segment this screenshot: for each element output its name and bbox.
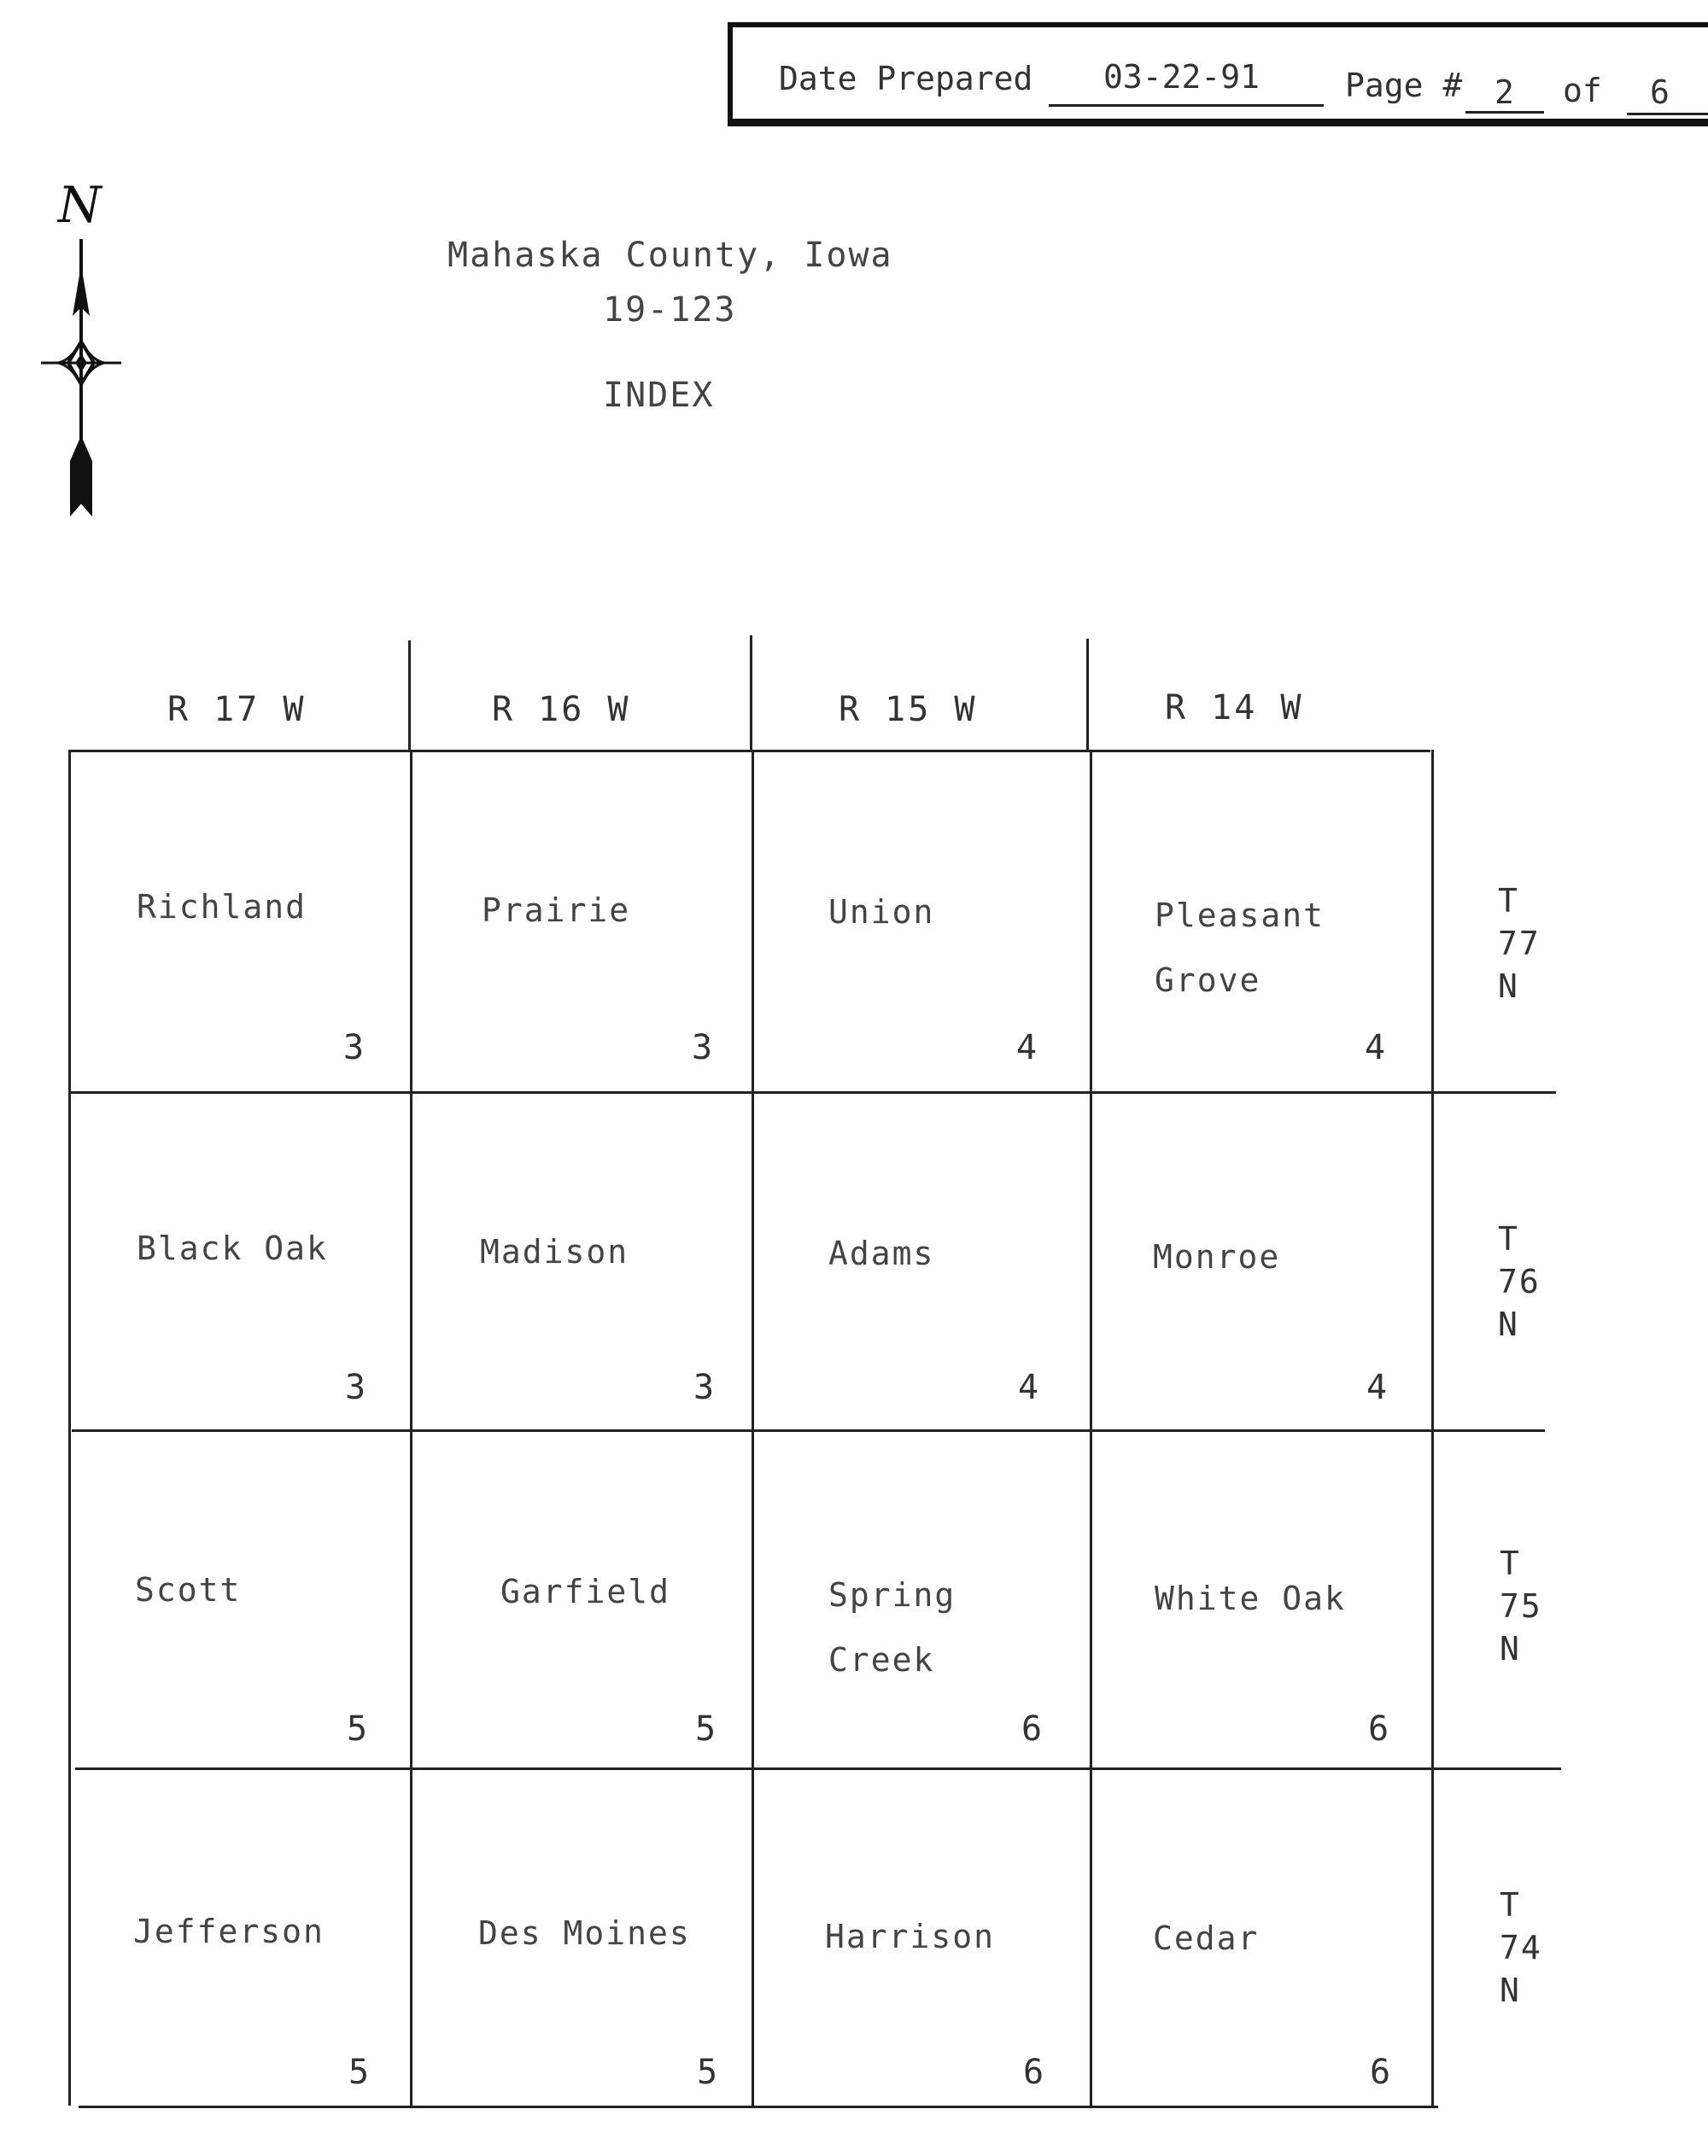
grid-line: [752, 750, 754, 2106]
township-name-richland: Richland: [137, 888, 307, 926]
township-page: 3: [343, 1028, 365, 1067]
township-name-white-oak: White Oak: [1155, 1580, 1346, 1617]
township-name-line2: Creek: [828, 1641, 935, 1679]
township-page: 5: [697, 2053, 718, 2092]
grid-line: [1090, 750, 1092, 2106]
township-page: 4: [1018, 1368, 1039, 1407]
date-underline: [1049, 104, 1324, 107]
township-label-t76n: T 76 N: [1498, 1220, 1541, 1343]
date-prepared-label: Date Prepared: [779, 60, 1033, 97]
range-label-r16w: R 16 W: [492, 690, 631, 729]
county-code: 19-123: [603, 290, 737, 330]
range-divider: [750, 635, 752, 750]
township-name-madison: Madison: [480, 1233, 629, 1271]
township-name-prairie: Prairie: [482, 891, 631, 929]
township-page: 3: [693, 1368, 715, 1407]
township-name-jefferson: Jefferson: [133, 1913, 325, 1950]
township-name-harrison: Harrison: [825, 1918, 996, 1955]
township-name-adams: Adams: [828, 1235, 935, 1272]
township-name-pleasant-grove: [1155, 883, 1325, 1013]
range-label-r15w: R 15 W: [839, 690, 978, 729]
township-name-des-moines: Des Moines: [478, 1914, 691, 1952]
township-label-t75n: T 75 N: [1500, 1545, 1542, 1668]
township-page: 6: [1023, 2053, 1044, 2092]
grid-line: [1431, 750, 1434, 2106]
township-name-line1: Pleasant: [1155, 897, 1325, 934]
township-name-garfield: Garfield: [500, 1573, 671, 1610]
page-label: Page #: [1345, 67, 1463, 104]
total-underline: [1627, 113, 1708, 115]
grid-line: [70, 1091, 1556, 1094]
range-divider: [1086, 639, 1089, 750]
township-name-cedar: Cedar: [1153, 1919, 1260, 1957]
north-label: N: [58, 179, 102, 234]
compass: [32, 179, 126, 524]
township-page: 6: [1368, 1709, 1389, 1749]
township-page: 6: [1370, 2053, 1391, 2092]
township-name-spring-creek: [828, 1563, 956, 1692]
page-number: 2: [1494, 73, 1514, 111]
date-prepared-value: 03-22-91: [1103, 58, 1261, 96]
township-page: 4: [1365, 1028, 1386, 1067]
grid-line: [72, 1429, 1545, 1432]
township-name-black-oak: Black Oak: [137, 1230, 328, 1267]
township-name-line1: Spring: [828, 1576, 956, 1614]
range-divider: [408, 640, 411, 750]
county-title: Mahaska County, Iowa: [447, 236, 893, 275]
township-name-monroe: Monroe: [1153, 1238, 1281, 1276]
township-label-t74n: T 74 N: [1500, 1886, 1542, 2009]
township-page: 6: [1021, 1709, 1043, 1749]
grid-line: [410, 750, 412, 2106]
grid-line: [68, 750, 1430, 752]
township-name-scott: Scott: [135, 1571, 242, 1609]
north-arrow-icon: [32, 179, 126, 521]
range-label-r14w: R 14 W: [1165, 688, 1304, 727]
township-page: 5: [695, 1709, 717, 1749]
township-page: 5: [348, 2053, 370, 2092]
township-page: 4: [1016, 1028, 1038, 1067]
township-name-union: Union: [828, 893, 935, 931]
township-label-t77n: T 77 N: [1498, 882, 1541, 1005]
range-label-r17w: R 17 W: [167, 690, 307, 729]
of-label: of: [1563, 72, 1602, 109]
township-name-line2: Grove: [1155, 961, 1261, 999]
township-page: 4: [1366, 1368, 1388, 1407]
total-pages: 6: [1650, 73, 1670, 111]
grid-line: [79, 2106, 1438, 2108]
township-page: 3: [345, 1368, 366, 1407]
page-underline: [1465, 111, 1544, 114]
grid-line: [68, 750, 71, 2106]
grid-line: [75, 1767, 1561, 1770]
township-page: 3: [692, 1028, 713, 1067]
index-title: INDEX: [603, 376, 715, 415]
township-page: 5: [347, 1709, 368, 1749]
